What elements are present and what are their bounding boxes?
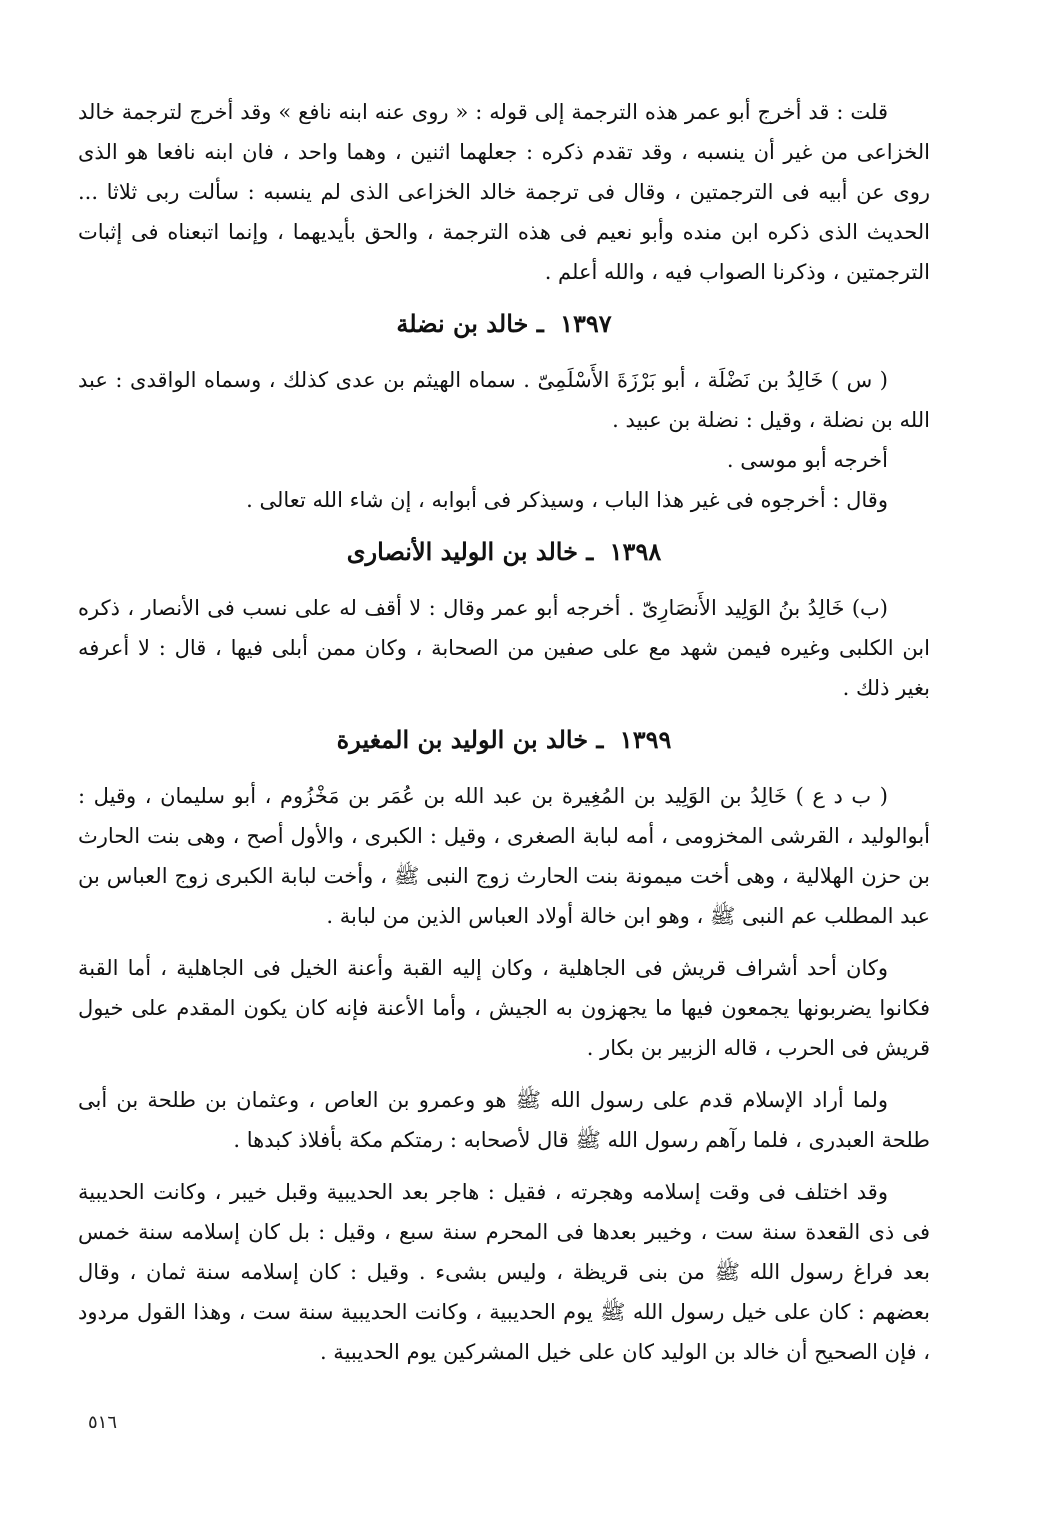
intro-paragraph: قلت : قد أخرج أبو عمر هذه الترجمة إلى قوله : « روى عنه ابنه نافع » وقد أخرج لترجمة خالد الخزاعى من غير أن ينسبه ، وقد تقدم ذكره : جعلهما اثنين ، وهما واحد ، فان ابنه نافعا هو الذى روى عن أبيه فى الترجمتين ، وقال فى ترجمة خالد الخزاعى الذى لم ينسبه : سألت ربى ثلاثا ... الحديث الذى ذكره ابن منده وأبو نعيم فى هذه الترجمة ، والحق بأيديهما ، وإنما اتبعناه فى إثبات الترجمتين ، وذكرنا الصواب فيه ، والله أعلم .	[78, 100, 930, 284]
entry-number: ١٣٩٩	[619, 725, 672, 754]
entry-paragraph: وقال : أخرجوه فى غير هذا الباب ، وسيذكر فى أبوابه ، إن شاء الله تعالى .	[246, 488, 888, 512]
entry-title: خالد بن الوليد الأنصارى	[346, 537, 578, 566]
book-page	[78, 92, 930, 1372]
entry-paragraph: (ب) خَالِدُ بنُ الوَلِيد الأَنصَارِىّ . أخرجه أبو عمر وقال : لا أقف له على نسب فى الأنصار ، ذكره ابن الكلبى وغيره فيمن شهد مع على صفين من الصحابة ، وكان ممن أبلى فيها ، قال : لا أعرفه بغير ذلك .	[78, 596, 930, 700]
entry-number: ١٣٩٧	[560, 309, 612, 338]
entry-dash: ـ	[596, 725, 604, 754]
entry-paragraph: وكان أحد أشراف قريش فى الجاهلية ، وكان إليه القبة وأعنة الخيل فى الجاهلية ، أما القبة فكانوا يضربونها يجمعون فيها ما يجهزون به الجيش ، وأما الأعنة فإنه كان يكون المقدم على خيول قريش فى الحرب ، قاله الزبير بن بكار .	[78, 956, 930, 1060]
paragraph-gap	[78, 1160, 930, 1172]
entry-heading-1398	[78, 534, 930, 570]
page-number: ٥١٦	[88, 1412, 118, 1433]
entry-heading-1397	[78, 306, 930, 342]
entry-paragraph: ( ب د ع ) خَالِدُ بن الوَلِيد بن المُغِيرة بن عبد الله بن عُمَر بن مَخْزُوم ، أبو سليمان ، وقيل : أبوالوليد ، القرشى المخزومى ، أمه لبابة الصغرى ، وقيل : الكبرى ، والأول أصح ، وهى بنت الحارث بن حزن الهلالية ، وهى أخت ميمونة بنت الحارث زوج النبى ﷺ ، وأخت لبابة الكبرى زوج العباس بن عبد المطلب عم النبى ﷺ ، وهو ابن خالة أولاد العباس الذين من لبابة .	[78, 784, 930, 928]
entry-paragraph: أخرجه أبو موسى .	[726, 448, 888, 472]
paragraph-gap	[78, 936, 930, 948]
entry-dash: ـ	[586, 537, 594, 566]
entry-dash: ـ	[536, 309, 544, 338]
entry-number: ١٣٩٨	[609, 537, 662, 566]
entry-paragraph: وقد اختلف فى وقت إسلامه وهجرته ، فقيل : هاجر بعد الحديبية وقبل خيبر ، وكانت الحديبية فى ذى القعدة سنة ست ، وخيبر بعدها فى المحرم سنة سبع ، وقيل : بل كان إسلامه سنة خمس بعد فراغ رسول الله ﷺ من بنى قريظة ، وليس بشىء . وقيل : كان إسلامه سنة ثمان ، وقال بعضهم : كان على خيل رسول الله ﷺ يوم الحديبية ، وكانت الحديبية سنة ست ، وهذا القول مردود ، فإن الصحيح أن خالد بن الوليد كان على خيل المشركين يوم الحديبية .	[78, 1180, 930, 1364]
entry-title: خالد بن نضلة	[396, 309, 529, 338]
entry-paragraph: ولما أراد الإسلام قدم على رسول الله ﷺ هو وعمرو بن العاص ، وعثمان بن طلحة بن أبى طلحة العبدرى ، فلما رآهم رسول الله ﷺ قال لأصحابه : رمتكم مكة بأفلاذ كبدها .	[78, 1088, 930, 1152]
entry-heading-1399	[78, 722, 930, 758]
entry-paragraph: ( س ) خَالِدُ بن نَضْلَة ، أبو بَرْزَةَ الأَسْلَمِىّ . سماه الهيثم بن عدى كذلك ، وسماه الواقدى : عبد الله بن نضلة ، وقيل : نضلة بن عبيد .	[78, 368, 930, 432]
paragraph-gap	[78, 1068, 930, 1080]
entry-title: خالد بن الوليد بن المغيرة	[336, 725, 589, 754]
